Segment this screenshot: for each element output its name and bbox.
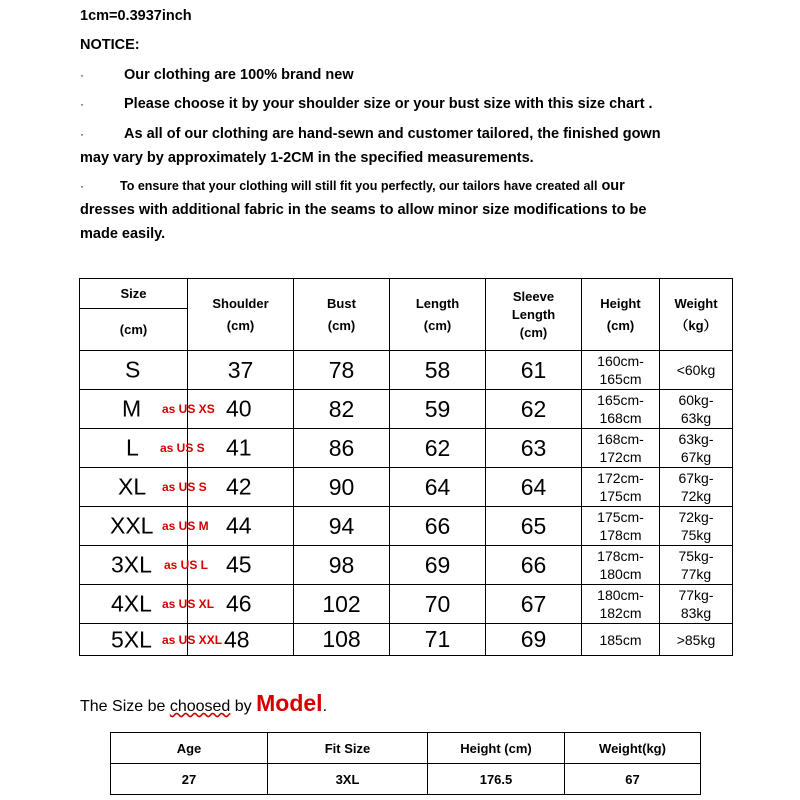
model-header-age: Age bbox=[111, 733, 268, 764]
bullet: · bbox=[80, 127, 84, 141]
weight-cell: 67kg- 72kg bbox=[660, 468, 733, 507]
shoulder-cell: 45 bbox=[188, 546, 294, 585]
size-cell: S bbox=[80, 351, 188, 390]
notice-1: · Our clothing are 100% brand new bbox=[80, 63, 760, 87]
header-weight: Weight （kg） bbox=[660, 279, 733, 351]
weight-cell: 63kg- 67kg bbox=[660, 429, 733, 468]
size-cell: XL as US S bbox=[80, 468, 188, 507]
length-cell: 58 bbox=[390, 351, 486, 390]
table-row bbox=[80, 429, 733, 468]
height-cell: 165cm- 168cm bbox=[582, 390, 660, 429]
notice-title: NOTICE: bbox=[80, 37, 140, 53]
notice-4: · To ensure that your clothing will still fit you perfectly, our tailors have created all our dresses with additional fabric in the seams to allow minor size modifications to be made easily. bbox=[80, 174, 780, 246]
size-chart-table bbox=[79, 278, 733, 656]
header-shoulder: Shoulder (cm) bbox=[188, 279, 294, 351]
bust-cell: 102 bbox=[294, 585, 390, 624]
length-cell: 64 bbox=[390, 468, 486, 507]
height-cell: 175cm- 178cm bbox=[582, 507, 660, 546]
size-cell: L as US S bbox=[80, 429, 188, 468]
weight-cell: 72kg- 75kg bbox=[660, 507, 733, 546]
header-size: Size bbox=[80, 279, 188, 309]
bust-cell: 78 bbox=[294, 351, 390, 390]
size-cell: 5XL as US XXL bbox=[80, 624, 188, 656]
sleeve-cell: 66 bbox=[486, 546, 582, 585]
shoulder-cell: 46 bbox=[188, 585, 294, 624]
header-length: Length (cm) bbox=[390, 279, 486, 351]
weight-cell: 75kg- 77kg bbox=[660, 546, 733, 585]
us-size-label: as US XL bbox=[162, 597, 215, 611]
shoulder-cell: 48 bbox=[188, 624, 294, 656]
model-highlight: Model bbox=[256, 690, 323, 716]
model-header-fit-size: Fit Size bbox=[268, 733, 428, 764]
shoulder-cell: 41 bbox=[188, 429, 294, 468]
shoulder-cell: 40 bbox=[188, 390, 294, 429]
us-size-label: as US XXL bbox=[162, 632, 223, 647]
us-size-label: as US XS bbox=[162, 402, 215, 416]
table-row bbox=[80, 624, 733, 656]
model-weight: 67 bbox=[565, 764, 701, 795]
us-size-label: as US M bbox=[162, 519, 209, 533]
header-sleeve-length: Sleeve Length (cm) bbox=[486, 279, 582, 351]
bullet: · bbox=[80, 179, 84, 193]
model-fit-size: 3XL bbox=[268, 764, 428, 795]
sleeve-cell: 61 bbox=[486, 351, 582, 390]
shoulder-cell: 37 bbox=[188, 351, 294, 390]
model-height: 176.5 bbox=[428, 764, 565, 795]
weight-cell: >85kg bbox=[660, 624, 733, 656]
weight-cell: 60kg- 63kg bbox=[660, 390, 733, 429]
size-cell: M as US XS bbox=[80, 390, 188, 429]
bust-cell: 94 bbox=[294, 507, 390, 546]
bullet: · bbox=[80, 97, 84, 111]
sleeve-cell: 64 bbox=[486, 468, 582, 507]
length-cell: 71 bbox=[390, 624, 486, 656]
notice-2: · Please choose it by your shoulder size or your bust size with this size chart . bbox=[80, 92, 780, 116]
us-size-label: as US L bbox=[164, 558, 209, 572]
header-bust: Bust (cm) bbox=[294, 279, 390, 351]
bust-cell: 90 bbox=[294, 468, 390, 507]
header-size-unit: (cm) bbox=[80, 309, 188, 351]
sleeve-cell: 63 bbox=[486, 429, 582, 468]
model-header-weight: Weight(kg) bbox=[565, 733, 701, 764]
bust-cell: 98 bbox=[294, 546, 390, 585]
height-cell: 168cm- 172cm bbox=[582, 429, 660, 468]
table-row bbox=[80, 351, 733, 390]
header-height: Height (cm) bbox=[582, 279, 660, 351]
us-size-label: as US S bbox=[160, 441, 205, 455]
shoulder-cell: 44 bbox=[188, 507, 294, 546]
model-value-row bbox=[111, 764, 701, 795]
table-row bbox=[80, 546, 733, 585]
table-row bbox=[80, 507, 733, 546]
height-cell: 172cm- 175cm bbox=[582, 468, 660, 507]
weight-cell: <60kg bbox=[660, 351, 733, 390]
model-header-height: Height (cm) bbox=[428, 733, 565, 764]
model-age: 27 bbox=[111, 764, 268, 795]
height-cell: 178cm- 180cm bbox=[582, 546, 660, 585]
size-cell: 3XL as US L bbox=[80, 546, 188, 585]
size-cell: XXL as US M bbox=[80, 507, 188, 546]
length-cell: 59 bbox=[390, 390, 486, 429]
sleeve-cell: 65 bbox=[486, 507, 582, 546]
length-cell: 70 bbox=[390, 585, 486, 624]
table-row bbox=[80, 585, 733, 624]
model-table bbox=[110, 732, 701, 795]
height-cell: 185cm bbox=[582, 624, 660, 656]
shoulder-cell: 42 bbox=[188, 468, 294, 507]
sleeve-cell: 67 bbox=[486, 585, 582, 624]
notice-3: · As all of our clothing are hand-sewn and customer tailored, the finished gown may vary by approximately 1-2CM in the specified measurements. bbox=[80, 122, 780, 170]
table-row bbox=[80, 390, 733, 429]
length-cell: 62 bbox=[390, 429, 486, 468]
bust-cell: 108 bbox=[294, 624, 390, 656]
sleeve-cell: 69 bbox=[486, 624, 582, 656]
height-cell: 160cm- 165cm bbox=[582, 351, 660, 390]
weight-cell: 77kg- 83kg bbox=[660, 585, 733, 624]
length-cell: 69 bbox=[390, 546, 486, 585]
bust-cell: 82 bbox=[294, 390, 390, 429]
us-size-label: as US S bbox=[162, 480, 207, 494]
table-row bbox=[80, 468, 733, 507]
conversion-note: 1cm=0.3937inch bbox=[80, 8, 192, 24]
sleeve-cell: 62 bbox=[486, 390, 582, 429]
model-header-row bbox=[111, 733, 701, 764]
height-cell: 180cm- 182cm bbox=[582, 585, 660, 624]
size-cell: 4XL as US XL bbox=[80, 585, 188, 624]
length-cell: 66 bbox=[390, 507, 486, 546]
bullet: · bbox=[80, 68, 84, 82]
bust-cell: 86 bbox=[294, 429, 390, 468]
model-caption: The Size be choosed by Model. bbox=[80, 690, 328, 716]
